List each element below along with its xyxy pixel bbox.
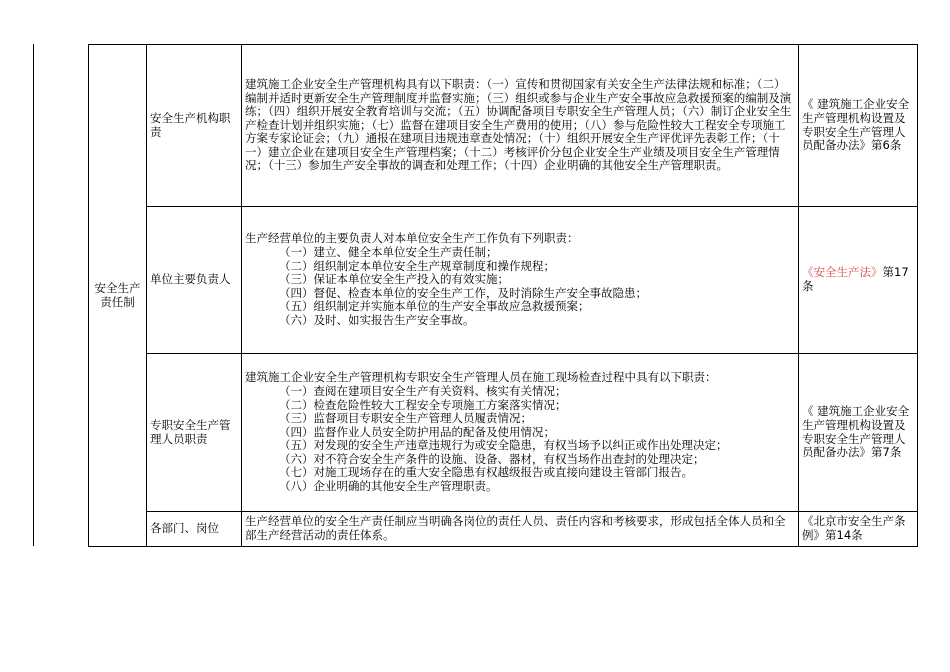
subject-cell: 专职安全生产管理人员职责 [147,354,242,512]
duty-intro: 生产经营单位的主要负责人对本单位安全生产工作负有下列职责： [245,231,579,246]
left-margin-line [33,44,34,546]
duty-item: （五）组织制定并实施本单位的生产安全事故应急救援预案； [279,299,590,314]
law-reference-highlight: 《安全生产法》 [802,265,883,280]
duty-item: （二）组织制定本单位安全生产规章制度和操作规程； [279,258,555,273]
source-cell: 《 建筑施工企业安全生产管理机构设置及专职安全生产管理人员配备办法》第7条 [799,354,918,512]
table-row [89,512,918,547]
duty-item: （三）监督项目专职安全生产管理人员履责情况； [279,411,532,426]
subject-cell: 单位主要负责人 [147,207,242,354]
duty-text-cell [242,207,799,354]
duty-text-cell: 生产经营单位的安全生产责任制应当明确各岗位的责任人员、责任内容和考核要求，形成包括全体人员和全部生产经营活动的责任体系。 [242,512,799,547]
law-article: 第17条 [802,265,909,293]
subject-cell: 各部门、岗位 [147,512,242,547]
source-cell: 《 建筑施工企业安全生产管理机构设置及专职安全生产管理人员配备办法》第6条 [799,45,918,207]
subject-cell: 安全生产机构职责 [147,45,242,207]
duty-item: （四）监督作业人员安全防护用品的配备及使用情况； [279,424,555,439]
duty-item: （五）对发现的安全生产违章违规行为或安全隐患，有权当场予以纠正或作出处理决定； [279,438,728,453]
category-cell: 安全生产责任制 [89,45,147,547]
duty-text-cell: 建筑施工企业安全生产管理机构具有以下职责：（一）宣传和贯彻国家有关安全生产法律法规和标准；（二）编制并适时更新安全生产管理制度并监督实施；（三）组织或参与企业生产安全事故应急救援预案的编制及演练；（四）组织开展安全教育培训与交流；（五）协调配备项目专职安全生产管理人员；（六）制订企业安全生产检查计划并组织实施；（七）监督在建项目安全生产费用的使用；（八）参与危险性较大工程安全专项施工方案专家论证会；（九）通报在建项目违规违章查处情况；（十）组织开展安全生产评优评先表彰工作；（十一）建立企业在建项目安全生产管理档案；（十二）考核评价分包企业安全生产业绩及项目安全生产管理情况；（十三）参加生产安全事故的调查和处理工作；（十四）企业明确的其他安全生产管理职责。 [242,45,799,207]
table-row [89,207,918,354]
duty-item: （二）检查危险性较大工程安全专项施工方案落实情况； [279,397,567,412]
table-row [89,354,918,512]
duty-item: （一）查阅在建项目安全生产有关资料、核实有关情况； [279,383,567,398]
duty-item: （三）保证本单位安全生产投入的有效实施； [279,272,509,287]
source-cell: 《北京市安全生产条例》第14条 [799,512,918,547]
duty-item: （四）督促、检查本单位的安全生产工作，及时消除生产安全事故隐患； [279,285,647,300]
table-row [89,45,918,207]
duty-item: （六）及时、如实报告生产安全事故。 [279,312,475,327]
duty-item: （七）对施工现场存在的重大安全隐患有权越级报告或直接向建设主管部门报告。 [279,465,693,480]
source-cell [799,207,918,354]
duty-item: （八）企业明确的其他安全生产管理职责。 [279,479,498,494]
responsibility-table [88,44,918,547]
duty-item: （一）建立、健全本单位安全生产责任制； [279,245,498,260]
duty-text-cell [242,354,799,512]
duty-item: （六）对不符合安全生产条件的设施、设备、器材，有权当场作出查封的处理决定； [279,451,705,466]
duty-intro: 建筑施工企业安全生产管理机构专职安全生产管理人员在施工现场检查过程中具有以下职责： [245,370,717,385]
